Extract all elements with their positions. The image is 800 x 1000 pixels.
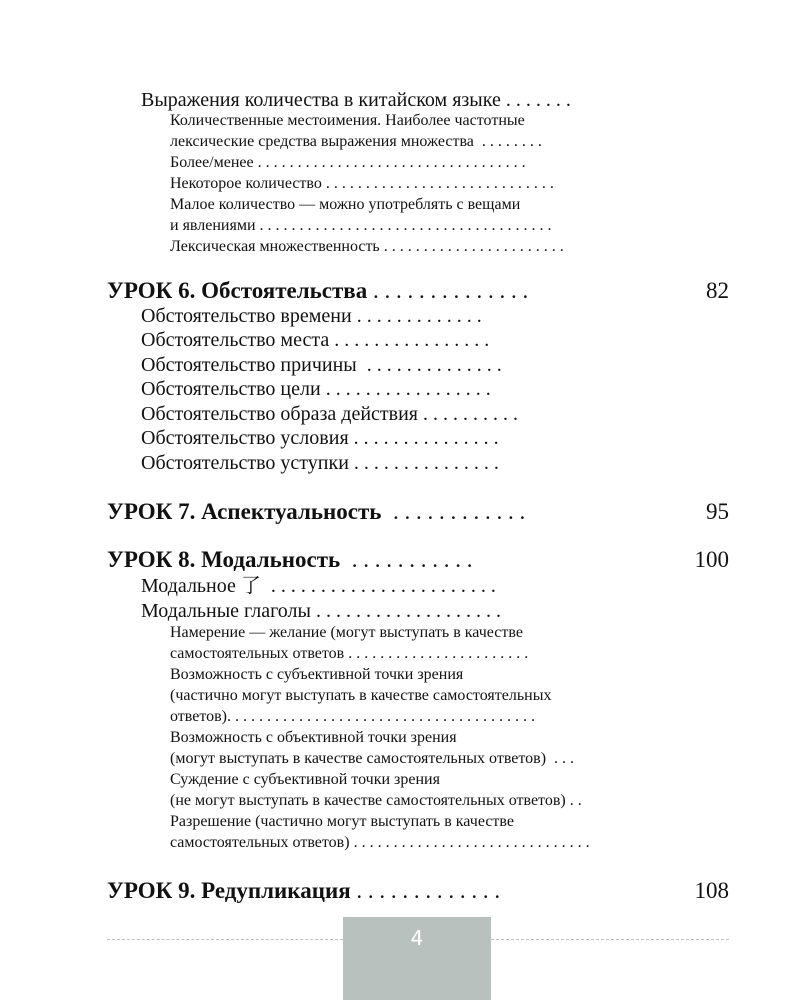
footer-divider-left (107, 939, 343, 940)
toc-entry[interactable]: Обстоятельство уступки . . . . . . . . . . . . . . . (141, 452, 499, 474)
page-ref: 95 (706, 499, 729, 524)
toc-entry[interactable]: Модальные глаголы . . . . . . . . . . . . . . . . . . . (141, 600, 501, 622)
toc-entry[interactable]: Модальное 了 . . . . . . . . . . . . . . . . . . . . . . . (141, 575, 496, 597)
toc-subentry[interactable]: Возможность с объективной точки зрения (170, 729, 457, 746)
toc-subentry[interactable]: Некоторое количество . . . . . . . . . . . . . . . . . . . . . . . . . . . . . (170, 175, 554, 192)
page-ref: 82 (706, 278, 729, 303)
toc-subentry[interactable]: Суждение с субъективной точки зрения (170, 771, 440, 788)
toc-subentry[interactable]: (могут выступать в качестве самостоятельных ответов) . . . (170, 750, 575, 767)
toc-subentry[interactable]: лексические средства выражения множества . . . . . . . . (170, 133, 542, 150)
toc-subentry[interactable]: (не могут выступать в качестве самостоятельных ответов) . . (170, 792, 582, 809)
toc-entry[interactable]: Обстоятельство времени . . . . . . . . . . . . . (141, 305, 482, 327)
toc-subentry[interactable]: Количественные местоимения. Наиболее частотные (170, 112, 525, 129)
toc-subentry[interactable]: самостоятельных ответов) . . . . . . . . . . . . . . . . . . . . . . . . . . . . . . (170, 834, 590, 851)
toc-subentry[interactable]: ответов). . . . . . . . . . . . . . . . . . . . . . . . . . . . . . . . . . . . . . . (170, 708, 536, 725)
toc-chapter-lesson8[interactable]: УРОК 8. Модальность . . . . . . . . . . . 100 (107, 547, 729, 572)
toc-subentry[interactable]: самостоятельных ответов . . . . . . . . . . . . . . . . . . . . . . . (170, 645, 529, 662)
toc-subentry[interactable]: (частично могут выступать в качестве самостоятельных (170, 687, 552, 704)
page-ref: 100 (694, 547, 729, 572)
toc-entry[interactable]: Обстоятельство образа действия . . . . . . . . . . (141, 403, 518, 425)
toc-subentry[interactable]: Возможность с субъективной точки зрения (170, 666, 464, 683)
toc-entry[interactable]: Обстоятельство причины . . . . . . . . . . . . . . (141, 354, 502, 376)
toc-entry[interactable]: Обстоятельство места . . . . . . . . . . . . . . . . (141, 329, 490, 351)
toc-chapter-lesson7[interactable]: УРОК 7. Аспектуальность . . . . . . . . . . . . 95 (107, 499, 729, 524)
toc-subentry[interactable]: Более/менее . . . . . . . . . . . . . . . . . . . . . . . . . . . . . . . . . . (170, 154, 526, 171)
toc-entry[interactable]: Обстоятельство условия . . . . . . . . . . . . . . . (141, 427, 499, 449)
page-ref: 108 (694, 878, 729, 903)
footer-divider-right (491, 939, 729, 940)
toc-subentry[interactable]: Лексическая множественность . . . . . . . . . . . . . . . . . . . . . . . (170, 238, 564, 255)
toc-subentry[interactable]: Малое количество — можно употреблять с вещами (170, 196, 521, 213)
toc-subentry[interactable]: Намерение — желание (могут выступать в качестве (170, 624, 523, 641)
toc-chapter-lesson9[interactable]: УРОК 9. Редупликация . . . . . . . . . . . . . 108 (107, 878, 729, 903)
page-number: 4 (410, 926, 424, 950)
toc-entry[interactable]: Обстоятельство цели . . . . . . . . . . . . . . . . . (141, 378, 491, 400)
toc-entry-quantity[interactable]: Выражения количества в китайском языке . . . . . . . (141, 89, 571, 111)
toc-subentry[interactable]: Разрешение (частично могут выступать в качестве (170, 813, 514, 830)
toc-chapter-lesson6[interactable]: УРОК 6. Обстоятельства . . . . . . . . . . . . . . 82 (107, 278, 729, 303)
toc-entry-title: Выражения количества в китайском языке (141, 89, 501, 111)
toc-subentry[interactable]: и явлениями . . . . . . . . . . . . . . . . . . . . . . . . . . . . . . . . . . . . . (170, 217, 552, 234)
